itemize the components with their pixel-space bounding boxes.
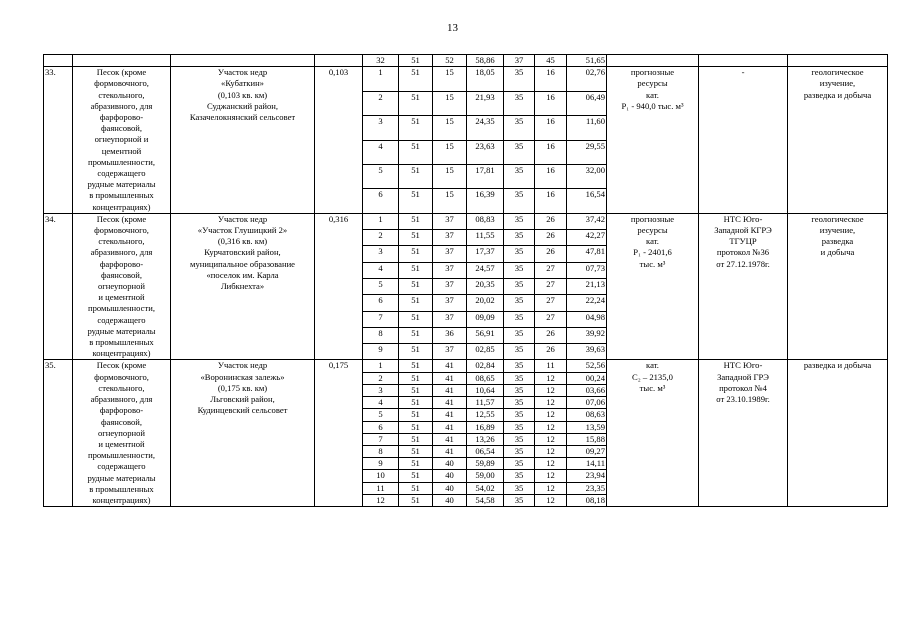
lon-sec: 23,35 [567,482,607,494]
lat-min: 37 [433,213,467,229]
lat-sec: 20,35 [467,278,504,294]
point-number: 8 [363,446,399,458]
lon-min: 16 [535,67,567,91]
lat-deg: 51 [399,213,433,229]
lat-sec: 58,86 [467,55,504,67]
table-row [44,213,888,229]
lat-sec: 20,02 [467,295,504,311]
lon-deg: 35 [504,91,535,115]
lat-sec: 11,57 [467,397,504,409]
lon-min: 12 [535,494,567,506]
lon-min: 12 [535,482,567,494]
area-cell [315,55,363,67]
lon-min: 11 [535,360,567,372]
point-number: 7 [363,311,399,327]
lat-deg: 51 [399,230,433,246]
lon-min: 26 [535,246,567,262]
lon-deg: 35 [504,372,535,384]
lon-deg: 35 [504,384,535,396]
lat-deg: 51 [399,55,433,67]
lat-min: 41 [433,446,467,458]
lon-sec: 13,59 [567,421,607,433]
point-number: 3 [363,116,399,140]
entry-number [44,55,73,67]
point-number: 2 [363,91,399,115]
lat-sec: 56,91 [467,327,504,343]
lon-min: 16 [535,140,567,164]
lon-sec: 07,06 [567,397,607,409]
lon-deg: 35 [504,246,535,262]
use-cell: разведка и добыча [788,360,888,507]
lat-min: 41 [433,397,467,409]
point-number: 12 [363,494,399,506]
lat-sec: 17,37 [467,246,504,262]
lon-min: 26 [535,327,567,343]
lat-deg: 51 [399,164,433,188]
lon-deg: 35 [504,262,535,278]
lat-deg: 51 [399,384,433,396]
lon-deg: 35 [504,67,535,91]
lat-min: 41 [433,433,467,445]
lon-deg: 35 [504,295,535,311]
lon-sec: 23,94 [567,470,607,482]
area-cell: 0,316 [315,213,363,360]
point-number: 10 [363,470,399,482]
lat-min: 37 [433,278,467,294]
use-cell: геологическое изучение, разведка и добыча [788,67,888,214]
lon-deg: 35 [504,327,535,343]
lat-deg: 51 [399,494,433,506]
lon-sec: 15,88 [567,433,607,445]
lat-sec: 23,63 [467,140,504,164]
area-cell: 0,175 [315,360,363,507]
lat-min: 36 [433,327,467,343]
lat-min: 15 [433,189,467,213]
lon-sec: 32,00 [567,164,607,188]
lat-deg: 51 [399,482,433,494]
entry-number: 33. [44,67,73,214]
lon-deg: 35 [504,446,535,458]
lon-sec: 39,92 [567,327,607,343]
lat-min: 41 [433,384,467,396]
lat-min: 40 [433,458,467,470]
lon-sec: 47,81 [567,246,607,262]
lon-deg: 35 [504,397,535,409]
lat-sec: 02,85 [467,344,504,360]
point-number: 1 [363,213,399,229]
lat-sec: 16,39 [467,189,504,213]
table-row [44,360,888,372]
lon-min: 12 [535,409,567,421]
lon-sec: 39,63 [567,344,607,360]
lat-sec: 02,84 [467,360,504,372]
lat-deg: 51 [399,360,433,372]
point-number: 2 [363,372,399,384]
lat-sec: 59,00 [467,470,504,482]
page-number: 13 [447,22,458,34]
lon-min: 12 [535,397,567,409]
lon-deg: 35 [504,213,535,229]
mineral-cell [73,55,171,67]
lat-deg: 51 [399,397,433,409]
lat-deg: 51 [399,278,433,294]
lat-sec: 16,89 [467,421,504,433]
lat-deg: 51 [399,67,433,91]
lat-min: 52 [433,55,467,67]
lon-sec: 37,42 [567,213,607,229]
point-number: 1 [363,360,399,372]
lon-sec: 22,24 [567,295,607,311]
lat-sec: 12,55 [467,409,504,421]
lat-sec: 59,89 [467,458,504,470]
point-number: 7 [363,433,399,445]
lat-min: 40 [433,494,467,506]
lon-sec: 42,27 [567,230,607,246]
continuation-row [44,55,888,67]
lat-sec: 06,54 [467,446,504,458]
lat-deg: 51 [399,344,433,360]
point-number: 5 [363,409,399,421]
lat-min: 37 [433,246,467,262]
lat-min: 41 [433,421,467,433]
lat-min: 37 [433,344,467,360]
lat-deg: 51 [399,470,433,482]
lon-sec: 09,27 [567,446,607,458]
lat-min: 15 [433,164,467,188]
lon-min: 12 [535,384,567,396]
lat-min: 37 [433,230,467,246]
lon-min: 27 [535,278,567,294]
entry-number: 35. [44,360,73,507]
entry-number: 34. [44,213,73,360]
point-number: 9 [363,344,399,360]
subsoil-sites-table [43,54,888,507]
lat-sec: 24,35 [467,116,504,140]
lat-sec: 08,65 [467,372,504,384]
point-number: 6 [363,295,399,311]
point-number: 6 [363,189,399,213]
table-row [44,67,888,91]
lon-sec: 08,18 [567,494,607,506]
lon-deg: 35 [504,458,535,470]
lat-sec: 17,81 [467,164,504,188]
lon-deg: 35 [504,189,535,213]
lon-sec: 08,63 [567,409,607,421]
lat-sec: 09,09 [467,311,504,327]
point-number: 11 [363,482,399,494]
lon-sec: 21,13 [567,278,607,294]
resources-cell: кат. C₂ – 2135,0 тыс. м³ [607,360,699,507]
lon-sec: 52,56 [567,360,607,372]
lon-sec: 06,49 [567,91,607,115]
point-number: 9 [363,458,399,470]
lon-min: 27 [535,311,567,327]
protocol-cell [699,55,788,67]
lat-min: 15 [433,91,467,115]
resources-cell: прогнозные ресурсы кат. P₁ - 2401,6 тыс. м³ [607,213,699,360]
lat-deg: 51 [399,327,433,343]
point-number: 4 [363,262,399,278]
point-number: 5 [363,164,399,188]
lat-sec: 24,57 [467,262,504,278]
lat-deg: 51 [399,91,433,115]
lat-sec: 54,58 [467,494,504,506]
lon-min: 27 [535,262,567,278]
use-cell: геологическое изучение, разведка и добыча [788,213,888,360]
lat-min: 37 [433,311,467,327]
lon-deg: 35 [504,494,535,506]
lon-deg: 35 [504,482,535,494]
site-cell: Участок недр «Кубаткин» (0,103 кв. км) Суджанский район, Казачелокнянский сельсовет [171,67,315,214]
lon-sec: 03,66 [567,384,607,396]
use-cell [788,55,888,67]
point-number: 32 [363,55,399,67]
lon-deg: 35 [504,116,535,140]
site-cell: Участок недр «Воронинская залежь» (0,175 кв. км) Льговский район, Кудинцевский сельсовет [171,360,315,507]
lon-sec: 11,60 [567,116,607,140]
lat-min: 37 [433,295,467,311]
lat-min: 41 [433,372,467,384]
lon-deg: 35 [504,433,535,445]
lon-deg: 35 [504,311,535,327]
lat-min: 37 [433,262,467,278]
point-number: 6 [363,421,399,433]
resources-cell: прогнозные ресурсы кат. P₁ - 940,0 тыс. м³ [607,67,699,214]
table-body [44,55,888,507]
lon-deg: 35 [504,140,535,164]
area-cell: 0,103 [315,67,363,214]
lat-deg: 51 [399,295,433,311]
lon-sec: 51,65 [567,55,607,67]
lon-deg: 35 [504,421,535,433]
lat-min: 40 [433,470,467,482]
lon-deg: 35 [504,470,535,482]
lat-deg: 51 [399,140,433,164]
point-number: 2 [363,230,399,246]
lat-deg: 51 [399,409,433,421]
lat-deg: 51 [399,189,433,213]
lon-min: 12 [535,446,567,458]
lon-min: 26 [535,213,567,229]
resources-cell [607,55,699,67]
lat-deg: 51 [399,421,433,433]
lat-min: 15 [433,116,467,140]
lon-deg: 35 [504,360,535,372]
protocol-cell: НТС Юго- Западной КГРЭ ТГУЦР протокол №36 от 27.12.1978г. [699,213,788,360]
lat-deg: 51 [399,262,433,278]
point-number: 3 [363,246,399,262]
lat-min: 41 [433,409,467,421]
lon-min: 26 [535,344,567,360]
lat-min: 40 [433,482,467,494]
lat-deg: 51 [399,433,433,445]
point-number: 4 [363,140,399,164]
site-cell [171,55,315,67]
lon-min: 16 [535,189,567,213]
lon-deg: 37 [504,55,535,67]
lat-deg: 51 [399,246,433,262]
lon-min: 12 [535,421,567,433]
mineral-cell: Песок (кроме формовочного, стекольного, абразивного, для фарфорово- фаянсовой, огнеупорной и цементной промышленности, содержащего рудные материалы в промышленных концентрациях) [73,67,171,214]
lat-deg: 51 [399,372,433,384]
lat-deg: 51 [399,458,433,470]
lon-min: 12 [535,433,567,445]
lon-deg: 35 [504,278,535,294]
protocol-cell: - [699,67,788,214]
lon-min: 16 [535,91,567,115]
lon-sec: 00,24 [567,372,607,384]
lat-min: 15 [433,67,467,91]
lon-min: 26 [535,230,567,246]
lon-sec: 04,98 [567,311,607,327]
lon-sec: 29,55 [567,140,607,164]
lat-sec: 08,83 [467,213,504,229]
lat-min: 15 [433,140,467,164]
lon-min: 12 [535,372,567,384]
lon-min: 45 [535,55,567,67]
lat-sec: 13,26 [467,433,504,445]
point-number: 5 [363,278,399,294]
point-number: 1 [363,67,399,91]
lat-deg: 51 [399,446,433,458]
lon-deg: 35 [504,344,535,360]
lon-sec: 14,11 [567,458,607,470]
lon-min: 12 [535,470,567,482]
lat-sec: 11,55 [467,230,504,246]
point-number: 3 [363,384,399,396]
lat-deg: 51 [399,116,433,140]
mineral-cell: Песок (кроме формовочного, стекольного, абразивного, для фарфорово- фаянсовой, огнеупорной и цементной промышленности, содержащего рудные материалы в промышленных концентрациях) [73,213,171,360]
lon-deg: 35 [504,409,535,421]
lat-deg: 51 [399,311,433,327]
lon-min: 12 [535,458,567,470]
lat-sec: 21,93 [467,91,504,115]
point-number: 8 [363,327,399,343]
lat-sec: 18,05 [467,67,504,91]
lon-min: 16 [535,164,567,188]
lat-sec: 10,64 [467,384,504,396]
protocol-cell: НТС Юго- Западной ГРЭ протокол №4 от 23.10.1989г. [699,360,788,507]
lat-sec: 54,02 [467,482,504,494]
lon-min: 16 [535,116,567,140]
lon-sec: 16,54 [567,189,607,213]
lat-min: 41 [433,360,467,372]
site-cell: Участок недр «Участок Глушицкий 2» (0,316 кв. км) Курчатовский район, муниципальное образование «поселок им. Карла Либкнехта» [171,213,315,360]
lon-deg: 35 [504,230,535,246]
lon-min: 27 [535,295,567,311]
point-number: 4 [363,397,399,409]
mineral-cell: Песок (кроме формовочного, стекольного, абразивного, для фарфорово- фаянсовой, огнеупорной и цементной промышленности, содержащего рудные материалы в промышленных концентрациях) [73,360,171,507]
lon-sec: 02,76 [567,67,607,91]
lon-deg: 35 [504,164,535,188]
lon-sec: 07,73 [567,262,607,278]
